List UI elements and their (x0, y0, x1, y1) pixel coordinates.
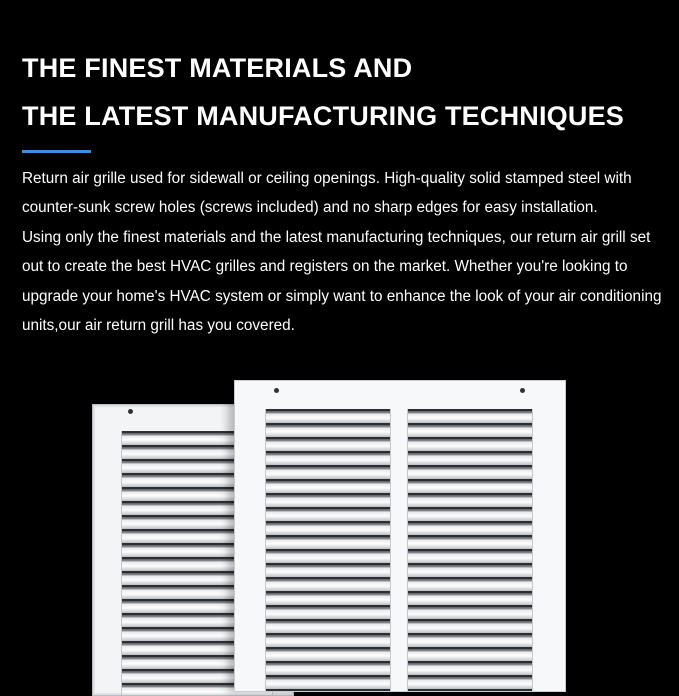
description-paragraph-1: Return air grille used for sidewall or ceiling openings. High-quality solid stamped steel with counter-sunk screw holes (screws included) and no sharp edges for easy installation. (22, 170, 632, 217)
screw-hole (520, 388, 525, 393)
louver-column (407, 409, 533, 692)
description-paragraph-2: Using only the finest materials and the latest manufacturing techniques, our return air grill set out to create the best HVAC grilles and registers on the market. Whether you're looking to upgrade your home's HVAC system or simply want to enhance the look of your air conditioning units,our air return grill has you covered. (22, 228, 662, 335)
screw-hole (128, 409, 133, 414)
headline-line-1: THE FINEST MATERIALS AND (22, 53, 413, 83)
accent-divider (22, 150, 91, 153)
headline (22, 44, 672, 140)
grille-image-front (234, 380, 566, 692)
louver-column (265, 409, 391, 692)
screw-hole (274, 388, 279, 393)
headline-line-2: THE LATEST MANUFACTURING TECHNIQUES (22, 101, 624, 131)
description (22, 164, 662, 340)
